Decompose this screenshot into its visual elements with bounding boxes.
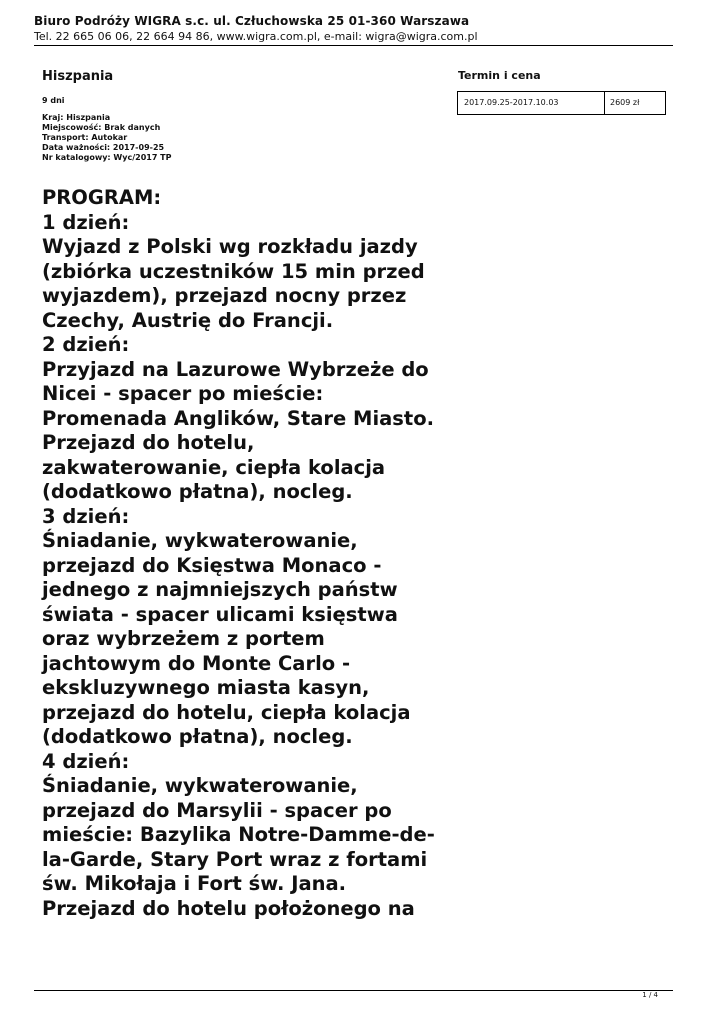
program-line: zakwaterowanie, ciepła kolacja bbox=[42, 455, 386, 479]
program-line: Śniadanie, wykwaterowanie, bbox=[42, 529, 358, 552]
program-line: świata - spacer ulicami księstwa bbox=[42, 602, 398, 626]
program-line: oraz wybrzeżem z portem bbox=[42, 627, 325, 650]
pricing-dates: 2017.09.25-2017.10.03 bbox=[458, 92, 605, 114]
program-line: la-Garde, Stary Port wraz z fortami bbox=[42, 847, 428, 871]
program-line: mieście: Bazylika Notre-Damme-de- bbox=[42, 823, 435, 846]
pricing-table bbox=[457, 91, 666, 115]
program-line: PROGRAM: bbox=[42, 186, 162, 209]
program-line: Nicei - spacer po mieście: bbox=[42, 382, 324, 405]
program-line: ekskluzywnego miasta kasyn, bbox=[42, 676, 370, 699]
program-line: jednego z najmniejszych państw bbox=[42, 578, 398, 601]
program-line: (dodatkowo płatna), nocleg. bbox=[42, 725, 353, 748]
meta-country: Kraj: Hiszpania bbox=[42, 113, 111, 122]
program-line: 2 dzień: bbox=[42, 333, 130, 356]
program-line: jachtowym do Monte Carlo - bbox=[42, 651, 351, 675]
meta-valid-date: Data ważności: 2017-09-25 bbox=[42, 143, 165, 152]
program-line: św. Mikołaja i Fort św. Jana. bbox=[42, 872, 347, 895]
trip-duration: 9 dni bbox=[42, 96, 65, 105]
program-line: Wyjazd z Polski wg rozkładu jazdy bbox=[42, 235, 418, 258]
program-line: przejazd do hotelu, ciepła kolacja bbox=[42, 700, 411, 724]
program-line: (zbiórka uczestników 15 min przed bbox=[42, 259, 425, 283]
meta-transport: Transport: Autokar bbox=[42, 133, 128, 142]
page-number: 1 / 4 bbox=[642, 991, 658, 999]
document-header bbox=[34, 14, 674, 44]
program-line: wyjazdem), przejazd nocny przez bbox=[42, 284, 407, 307]
pricing-price: 2609 zł bbox=[610, 98, 640, 107]
company-contact: Tel. 22 665 06 06, 22 664 94 86, www.wigra.com.pl, e-mail: wigra@wigra.com.pl bbox=[34, 30, 478, 43]
program-line: Czechy, Austrię do Francji. bbox=[42, 308, 334, 332]
program-line: Śniadanie, wykwaterowanie, bbox=[42, 774, 358, 797]
program-line: przejazd do Marsylii - spacer po bbox=[42, 798, 392, 822]
meta-catalog-number: Nr katalogowy: Wyc/2017 TP bbox=[42, 153, 172, 162]
program-line: Przyjazd na Lazurowe Wybrzeże do bbox=[42, 357, 429, 381]
program-line: (dodatkowo płatna), nocleg. bbox=[42, 480, 353, 503]
pricing-heading: Termin i cena bbox=[458, 69, 541, 82]
footer-divider bbox=[34, 990, 673, 991]
trip-title: Hiszpania bbox=[42, 69, 114, 84]
program-line: przejazd do Księstwa Monaco - bbox=[42, 553, 382, 577]
program-line: 3 dzień: bbox=[42, 504, 130, 528]
program-line: 1 dzień: bbox=[42, 210, 130, 234]
header-divider bbox=[34, 45, 673, 46]
program-text bbox=[42, 186, 452, 921]
program-line: Promenada Anglików, Stare Miasto. bbox=[42, 406, 435, 430]
meta-location: Miejscowość: Brak danych bbox=[42, 123, 161, 132]
program-line: Przejazd do hotelu, bbox=[42, 431, 255, 454]
program-line: Przejazd do hotelu położonego na bbox=[42, 896, 415, 920]
company-name: Biuro Podróży WIGRA s.c. ul. Człuchowska 25 01-360 Warszawa bbox=[34, 14, 470, 28]
trip-meta bbox=[42, 113, 172, 163]
program-line: 4 dzień: bbox=[42, 749, 130, 773]
